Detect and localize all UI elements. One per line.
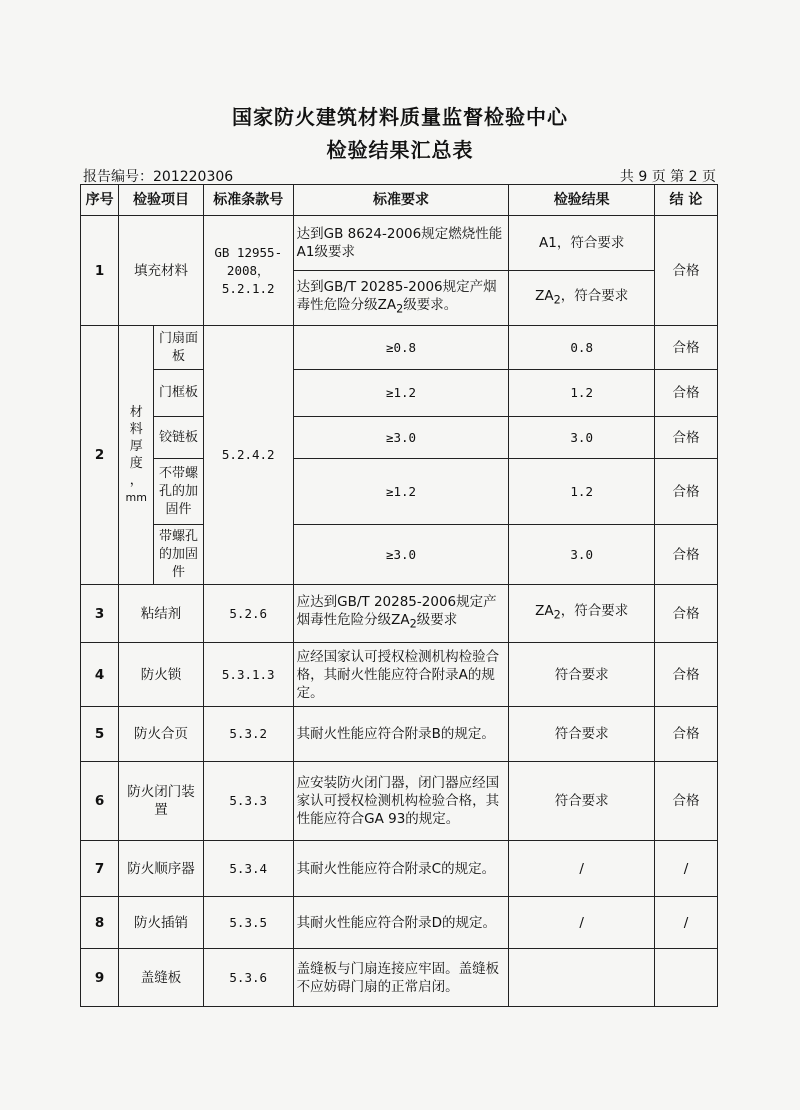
row-conclusion: 合格 (654, 707, 717, 762)
sub-item-name: 铰链板 (154, 417, 204, 459)
row-requirement: ≥3.0 (293, 417, 509, 459)
row-requirement: 盖缝板与门扇连接应牢固。盖缝板不应妨碍门扇的正常启闭。 (293, 949, 509, 1007)
table-row (81, 897, 718, 949)
row-clause: 5.3.1.3 (203, 643, 293, 707)
row-clause: 5.3.6 (203, 949, 293, 1007)
row-requirement: 达到GB 8624-2006规定燃烧性能A1级要求 (293, 216, 509, 271)
row-clause: 5.3.3 (203, 762, 293, 841)
row-item: 填充材料 (119, 216, 204, 326)
row-number: 3 (81, 585, 119, 643)
col-header-clause: 标准条款号 (203, 185, 293, 216)
row-conclusion: / (654, 897, 717, 949)
row-requirement: 应经国家认可授权检测机构检验合格，其耐火性能应符合附录A的规定。 (293, 643, 509, 707)
row-item: 防火闭门装置 (119, 762, 204, 841)
table-row (81, 216, 718, 271)
row-conclusion: 合格 (654, 417, 717, 459)
sub-item-name: 带螺孔的加固件 (154, 525, 204, 585)
row-requirement: ≥3.0 (293, 525, 509, 585)
row-requirement: 其耐火性能应符合附录B的规定。 (293, 707, 509, 762)
row-result: $ZA_2$，符合要求 (509, 585, 655, 643)
row-result: A1，符合要求 (509, 216, 655, 271)
row-number: 5 (81, 707, 119, 762)
page-info: 共 9 页 第 2 页 (619, 169, 716, 185)
row-conclusion: 合格 (654, 585, 717, 643)
row-result: 3.0 (509, 417, 655, 459)
row-item: 防火合页 (119, 707, 204, 762)
col-header-item: 检验项目 (119, 185, 204, 216)
row-requirement: 其耐火性能应符合附录C的规定。 (293, 841, 509, 897)
row-result: $ZA_2$，符合要求 (509, 271, 655, 326)
row-result: 1.2 (509, 459, 655, 525)
row-result: 符合要求 (509, 707, 655, 762)
row-requirement: ≥1.2 (293, 370, 509, 417)
row-result: 符合要求 (509, 762, 655, 841)
table-row (81, 585, 718, 643)
row-conclusion: 合格 (654, 326, 717, 370)
row-item: 盖缝板 (119, 949, 204, 1007)
col-header-requirement: 标准要求 (293, 185, 509, 216)
table-row (81, 525, 718, 585)
table-row (81, 841, 718, 897)
row-number: 6 (81, 762, 119, 841)
row-number: 4 (81, 643, 119, 707)
row-requirement: ≥1.2 (293, 459, 509, 525)
row-conclusion (654, 949, 717, 1007)
sub-item-name: 门框板 (154, 370, 204, 417)
sub-item-name: 不带螺孔的加固件 (154, 459, 204, 525)
row-item: 防火锁 (119, 643, 204, 707)
row-result: / (509, 897, 655, 949)
row-number: 8 (81, 897, 119, 949)
row-conclusion: 合格 (654, 643, 717, 707)
row-conclusion: 合格 (654, 459, 717, 525)
row-result: 1.2 (509, 370, 655, 417)
table-row (81, 459, 718, 525)
row-requirement: ≥0.8 (293, 326, 509, 370)
row-conclusion: 合格 (654, 370, 717, 417)
row-number: 9 (81, 949, 119, 1007)
row-result (509, 949, 655, 1007)
row-conclusion: 合格 (654, 525, 717, 585)
row-clause: 5.2.6 (203, 585, 293, 643)
row-clause: 5.3.5 (203, 897, 293, 949)
table-row (81, 370, 718, 417)
table-row (81, 707, 718, 762)
row-clause: 5.3.4 (203, 841, 293, 897)
col-header-conclusion: 结 论 (654, 185, 717, 216)
row-number: 2 (81, 326, 119, 585)
material-thickness-label: 材 料 厚 度 ， mm (119, 326, 154, 585)
row-result: 符合要求 (509, 643, 655, 707)
table-row (81, 643, 718, 707)
row-requirement: 达到GB/T 20285-2006规定产烟毒性危险分级$ZA_2$级要求。 (293, 271, 509, 326)
document-title: 国家防火建筑材料质量监督检验中心 (232, 105, 568, 129)
row-clause: 5.2.4.2 (203, 326, 293, 585)
row-conclusion: / (654, 841, 717, 897)
sub-item-name: 门扇面板 (154, 326, 204, 370)
table-row (81, 326, 718, 370)
row-item: 防火顺序器 (119, 841, 204, 897)
table-row (81, 949, 718, 1007)
row-clause: 5.3.2 (203, 707, 293, 762)
row-number: 7 (81, 841, 119, 897)
row-item: 防火插销 (119, 897, 204, 949)
row-number: 1 (81, 216, 119, 326)
document-subtitle: 检验结果汇总表 (326, 138, 474, 162)
col-header-no: 序号 (81, 185, 119, 216)
report-number: 报告编号：201220306 (83, 169, 234, 185)
row-requirement: 应达到GB/T 20285-2006规定产烟毒性危险分级$ZA_2$级要求 (293, 585, 509, 643)
row-clause: GB 12955-2008，5.2.1.2 (203, 216, 293, 326)
row-conclusion: 合格 (654, 762, 717, 841)
row-item: 粘结剂 (119, 585, 204, 643)
results-table (80, 184, 718, 1007)
row-result: 3.0 (509, 525, 655, 585)
table-header-row (81, 185, 718, 216)
row-result: 0.8 (509, 326, 655, 370)
row-requirement: 应安装防火闭门器，闭门器应经国家认可授权检测机构检验合格，其性能应符合GA 93的规定。 (293, 762, 509, 841)
row-conclusion: 合格 (654, 216, 717, 326)
table-row (81, 417, 718, 459)
table-row (81, 762, 718, 841)
row-requirement: 其耐火性能应符合附录D的规定。 (293, 897, 509, 949)
row-result: / (509, 841, 655, 897)
col-header-result: 检验结果 (509, 185, 655, 216)
